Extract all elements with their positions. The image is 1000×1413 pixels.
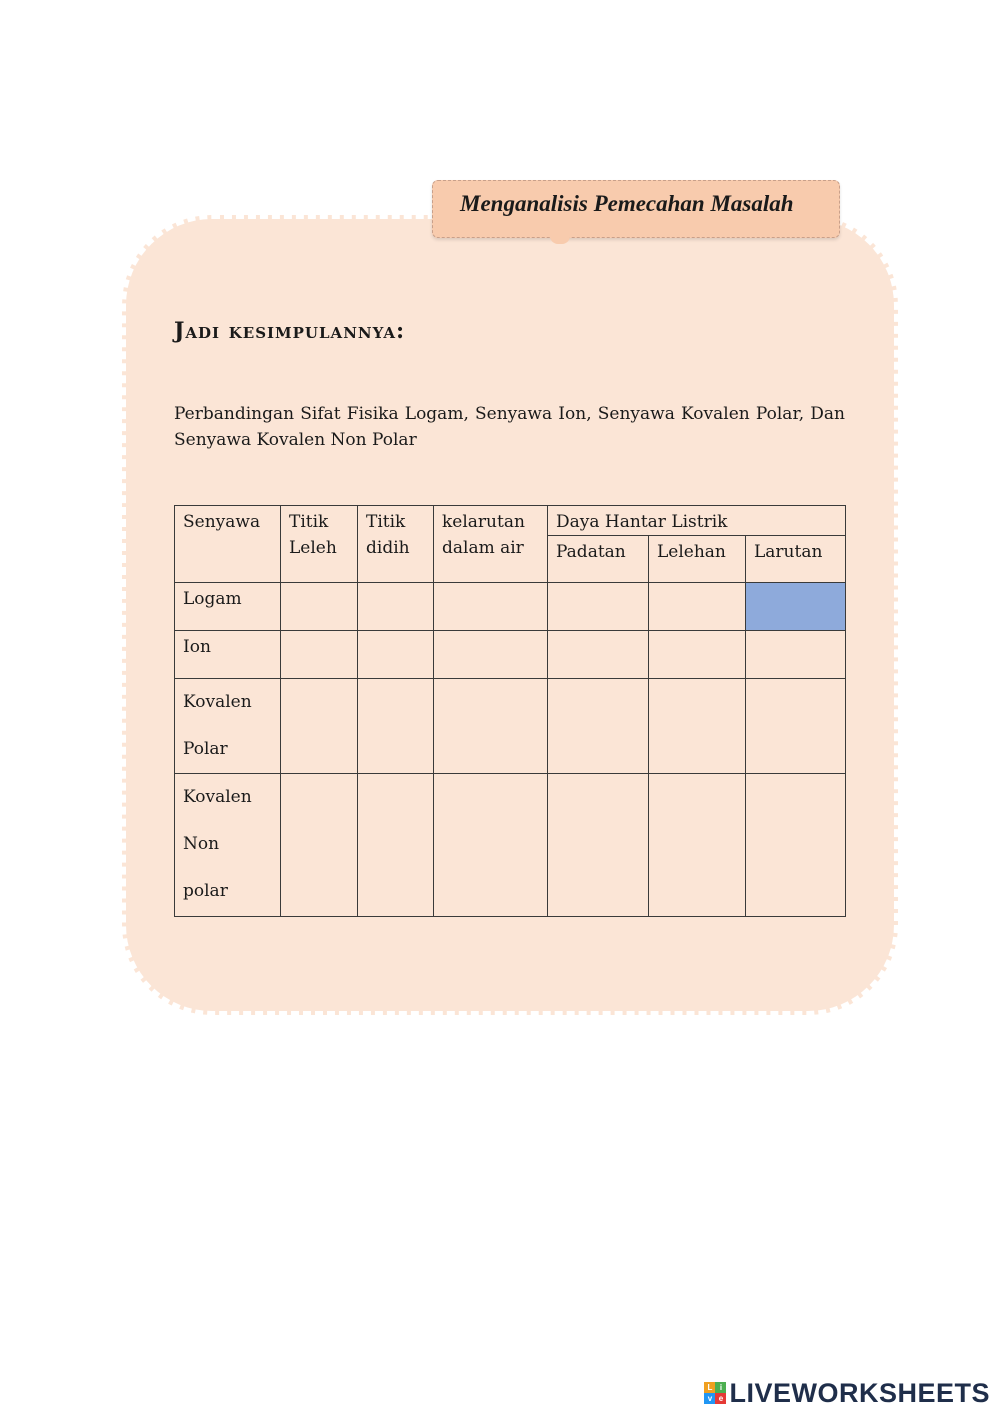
- header-lelehan: Lelehan: [649, 536, 746, 583]
- cell-kovalen-non-lelehan[interactable]: [649, 774, 746, 917]
- logo-tile-4: e: [715, 1393, 726, 1404]
- row-label-kovalen-polar-line2: Polar: [183, 739, 228, 759]
- cell-ion-titik-leleh[interactable]: [281, 631, 358, 679]
- cell-ion-kelarutan[interactable]: [434, 631, 548, 679]
- intro-paragraph: Perbandingan Sifat Fisika Logam, Senyawa Ion, Senyawa Kovalen Polar, Dan Senyawa Kovalen Non Polar: [174, 404, 845, 450]
- row-label-kovalen-non-line1: Kovalen: [183, 787, 252, 807]
- logo-tile-1: L: [704, 1382, 715, 1393]
- row-label-kovalen-non-polar: [175, 774, 281, 917]
- section-tag-title: Menganalisis Pemecahan Masalah: [460, 191, 794, 216]
- table-header-row: [175, 506, 846, 536]
- cell-kovalen-polar-titik-leleh[interactable]: [281, 679, 358, 774]
- row-label-kovalen-non-line3: polar: [183, 881, 228, 901]
- header-senyawa-label: Senyawa: [183, 512, 261, 532]
- cell-ion-padatan[interactable]: [548, 631, 649, 679]
- liveworksheets-wordmark: LIVEWORKSHEETS: [729, 1377, 990, 1408]
- comparison-table: [174, 505, 846, 917]
- liveworksheets-logo-icon: [704, 1382, 726, 1404]
- cell-kovalen-polar-padatan[interactable]: [548, 679, 649, 774]
- cell-logam-larutan[interactable]: [746, 583, 846, 631]
- header-kelarutan-line1: kelarutan: [442, 512, 525, 532]
- cell-ion-lelehan[interactable]: [649, 631, 746, 679]
- row-label-kovalen-polar: [175, 679, 281, 774]
- cell-kovalen-non-kelarutan[interactable]: [434, 774, 548, 917]
- table-row: [175, 583, 846, 631]
- header-titik-leleh-line1: Titik: [289, 512, 329, 532]
- cell-kovalen-polar-titik-didih[interactable]: [358, 679, 434, 774]
- header-titik-didih: [358, 506, 434, 583]
- cell-kovalen-non-padatan[interactable]: [548, 774, 649, 917]
- row-label-kovalen-non-line2: Non: [183, 834, 220, 854]
- cell-kovalen-non-titik-leleh[interactable]: [281, 774, 358, 917]
- header-titik-leleh-line2: Leleh: [289, 538, 337, 558]
- cell-logam-kelarutan[interactable]: [434, 583, 548, 631]
- cell-logam-lelehan[interactable]: [649, 583, 746, 631]
- header-titik-didih-line2: didih: [366, 538, 410, 558]
- header-padatan: Padatan: [548, 536, 649, 583]
- header-kelarutan-line2: dalam air: [442, 538, 524, 558]
- cell-kovalen-polar-kelarutan[interactable]: [434, 679, 548, 774]
- logo-tile-2: i: [715, 1382, 726, 1393]
- row-label-kovalen-polar-line1: Kovalen: [183, 692, 252, 712]
- table-row: [175, 774, 846, 917]
- header-kelarutan: [434, 506, 548, 583]
- cell-logam-padatan[interactable]: [548, 583, 649, 631]
- cell-kovalen-polar-lelehan[interactable]: [649, 679, 746, 774]
- cell-ion-larutan[interactable]: [746, 631, 846, 679]
- header-daya-hantar: Daya Hantar Listrik: [548, 506, 846, 536]
- cell-ion-titik-didih[interactable]: [358, 631, 434, 679]
- table-row: [175, 679, 846, 774]
- cell-logam-titik-leleh[interactable]: [281, 583, 358, 631]
- cell-kovalen-non-larutan[interactable]: [746, 774, 846, 917]
- row-label-logam: Logam: [175, 583, 281, 631]
- cell-kovalen-polar-larutan[interactable]: [746, 679, 846, 774]
- liveworksheets-watermark: [704, 1378, 990, 1408]
- header-larutan: Larutan: [746, 536, 846, 583]
- header-titik-leleh: [281, 506, 358, 583]
- page-heading: Jadi kesimpulannya:: [174, 318, 406, 344]
- header-senyawa: [175, 506, 281, 583]
- cell-logam-titik-didih[interactable]: [358, 583, 434, 631]
- table-row: [175, 631, 846, 679]
- header-titik-didih-line1: Titik: [366, 512, 406, 532]
- logo-tile-3: v: [704, 1393, 715, 1404]
- row-label-ion: Ion: [175, 631, 281, 679]
- cell-kovalen-non-titik-didih[interactable]: [358, 774, 434, 917]
